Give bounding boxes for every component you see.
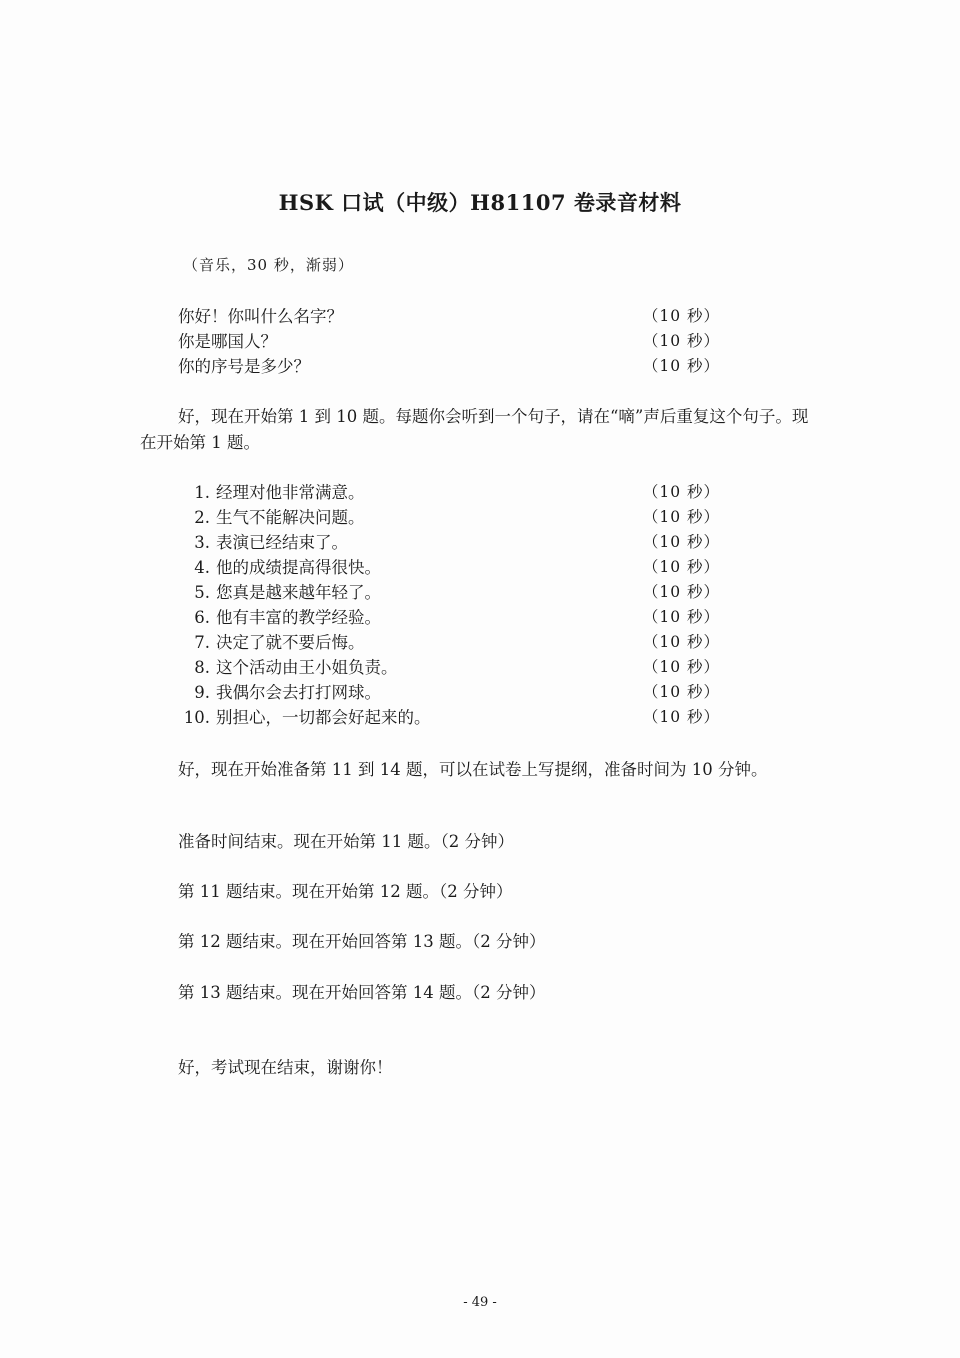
sentence-number: 6.	[194, 608, 210, 627]
instruction-paragraph-2: 好，现在开始准备第 11 到 14 题，可以在试卷上写提纲，准备时间为 10 分钟。	[178, 760, 768, 779]
intro-question-text: 你好！你叫什么名字？	[178, 307, 343, 326]
sentence-number: 4.	[194, 558, 210, 577]
sentence-time: （10 秒）	[642, 483, 720, 501]
sentence-time: （10 秒）	[642, 608, 720, 626]
sentence-time: （10 秒）	[642, 633, 720, 651]
sentence-item	[178, 705, 720, 730]
sentence-time: （10 秒）	[642, 508, 720, 526]
intro-question	[178, 354, 720, 379]
intro-question	[178, 329, 720, 354]
sentence-text: 别担心，一切都会好起来的。	[216, 708, 431, 727]
sentence-number: 5.	[194, 583, 210, 602]
sentence-text: 他的成绩提高得很快。	[216, 558, 381, 577]
sentence-text: 生气不能解决问题。	[216, 508, 365, 527]
sentence-time: （10 秒）	[642, 708, 720, 726]
sentence-text: 我偶尔会去打打网球。	[216, 683, 381, 702]
sentence-number: 7.	[194, 633, 210, 652]
sentence-time: （10 秒）	[642, 558, 720, 576]
sentence-item	[178, 630, 720, 655]
sentence-number: 3.	[194, 533, 210, 552]
sentence-item	[178, 605, 720, 630]
intro-question	[178, 304, 720, 329]
step-line: 准备时间结束。现在开始第 11 题。（2 分钟）	[178, 832, 514, 851]
sentence-item	[178, 580, 720, 605]
sentence-text: 他有丰富的教学经验。	[216, 608, 381, 627]
music-note: （音乐，30 秒，渐弱）	[183, 256, 354, 274]
closing-line: 好，考试现在结束，谢谢你！	[178, 1058, 393, 1077]
sentence-number: 2.	[194, 508, 210, 527]
intro-question-time: （10 秒）	[642, 307, 720, 325]
sentence-text: 经理对他非常满意。	[216, 483, 365, 502]
sentence-item	[178, 680, 720, 705]
intro-question-text: 你是哪国人？	[178, 332, 277, 351]
sentence-time: （10 秒）	[642, 683, 720, 701]
step-line: 第 11 题结束。现在开始第 12 题。（2 分钟）	[178, 882, 513, 901]
sentence-text: 您真是越来越年轻了。	[216, 583, 381, 602]
page-number: - 49 -	[463, 1295, 497, 1310]
sentence-item	[178, 505, 720, 530]
sentence-time: （10 秒）	[642, 658, 720, 676]
sentence-number: 10.	[183, 708, 210, 727]
intro-question-time: （10 秒）	[642, 332, 720, 350]
sentence-item	[178, 530, 720, 555]
instruction-paragraph-1: 好，现在开始第 1 到 10 题。每题你会听到一个句子，请在“嘀”声后重复这个句子。现在开始第 1 题。	[140, 407, 809, 452]
intro-question-time: （10 秒）	[642, 357, 720, 375]
sentence-time: （10 秒）	[642, 583, 720, 601]
sentence-time: （10 秒）	[642, 533, 720, 551]
document-title: HSK 口试（中级）H81107 卷录音材料	[278, 190, 682, 215]
step-line: 第 12 题结束。现在开始回答第 13 题。（2 分钟）	[178, 932, 546, 951]
sentence-item	[178, 480, 720, 505]
sentence-text: 表演已经结束了。	[216, 533, 348, 552]
sentence-number: 8.	[194, 658, 210, 677]
sentence-text: 这个活动由王小姐负责。	[216, 658, 398, 677]
step-line: 第 13 题结束。现在开始回答第 14 题。（2 分钟）	[178, 983, 546, 1002]
intro-question-text: 你的序号是多少？	[178, 357, 310, 376]
sentence-item	[178, 555, 720, 580]
sentence-number: 1.	[194, 483, 210, 502]
sentence-number: 9.	[194, 683, 210, 702]
sentence-item	[178, 655, 720, 680]
sentence-text: 决定了就不要后悔。	[216, 633, 365, 652]
